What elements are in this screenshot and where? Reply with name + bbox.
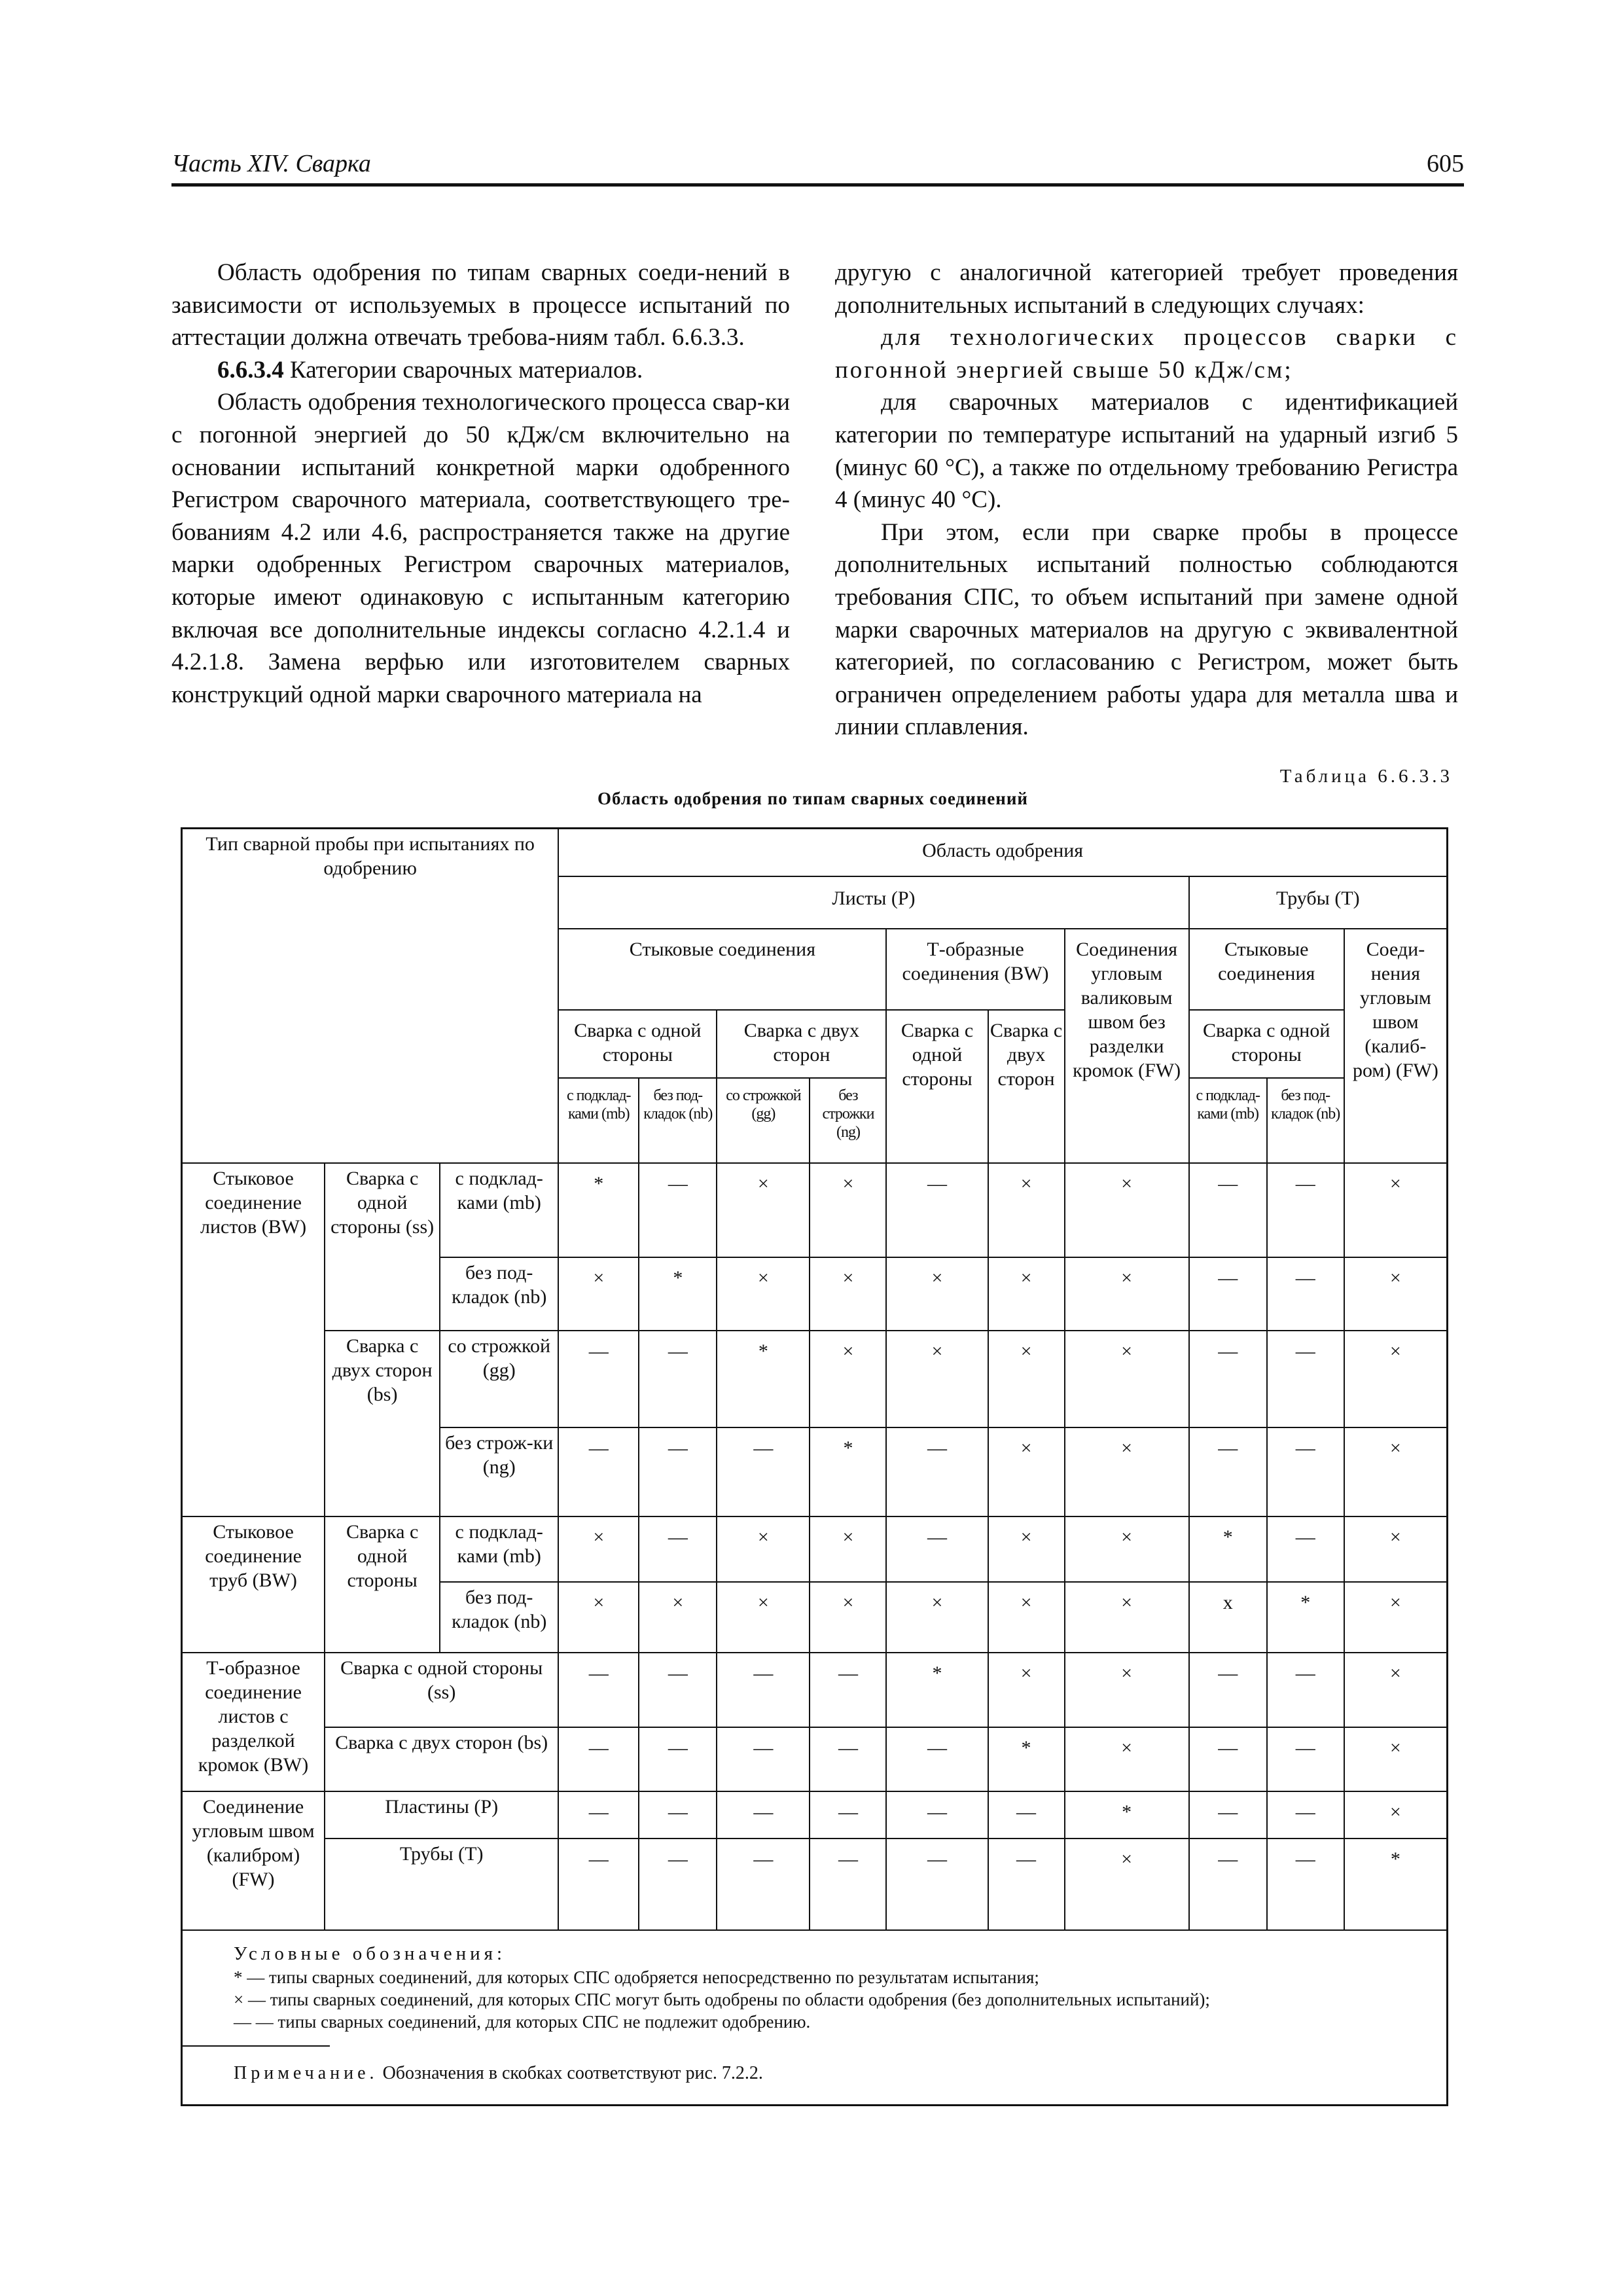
cell: — xyxy=(639,1163,717,1257)
left-text-column xyxy=(171,257,790,711)
cell: — xyxy=(810,1727,886,1791)
cell: × xyxy=(988,1653,1065,1727)
paragraph: для технологических процессов сварки с погонной энергией свыше 50 кДж/см; xyxy=(835,324,1458,384)
cell: × xyxy=(717,1163,810,1257)
cell: × xyxy=(1065,1653,1189,1727)
table-legend xyxy=(183,1935,1450,2106)
header-mb: с подклад-ками (mb) xyxy=(558,1078,639,1163)
header-fillet-plates: Соединения угловым валиковым швом без разделки кромок (FW) xyxy=(1065,929,1189,1163)
group-label: Т-образное соединение листов с разделкой кромок (BW) xyxy=(183,1653,325,1791)
cell: × xyxy=(1065,1163,1189,1257)
row-label: с подклад-ками (mb) xyxy=(440,1516,558,1582)
cell: x xyxy=(1189,1582,1267,1653)
note-text: Обозначения в скобках соответствуют рис. 7.2.2. xyxy=(382,2063,763,2083)
group-label: Соединение угловым швом (калибром) (FW) xyxy=(183,1791,325,1930)
cell: × xyxy=(639,1582,717,1653)
section-title: Часть XIV. Сварка xyxy=(171,150,371,177)
header-pipe-mb: с подклад-ками (mb) xyxy=(1189,1078,1267,1163)
cell: × xyxy=(1344,1331,1446,1427)
header-gg: со строжкой (gg) xyxy=(717,1078,810,1163)
cell: × xyxy=(1344,1516,1446,1582)
cell: * xyxy=(810,1427,886,1516)
legend-divider xyxy=(183,2045,330,2047)
cell: × xyxy=(717,1257,810,1331)
table-row xyxy=(183,1653,1446,1727)
cell: — xyxy=(1189,1427,1267,1516)
cell: — xyxy=(810,1839,886,1930)
row-label: со строжкой (gg) xyxy=(440,1331,558,1427)
cell: — xyxy=(810,1653,886,1727)
table-row xyxy=(183,1163,1446,1257)
cell: — xyxy=(1267,1653,1344,1727)
header-t-one-side: Сварка с одной стороны xyxy=(886,1010,988,1163)
cell: — xyxy=(717,1727,810,1791)
cell: * xyxy=(886,1653,988,1727)
cell: — xyxy=(1267,1727,1344,1791)
clause-title: Категории сварочных материалов. xyxy=(290,356,643,384)
table-number: Таблица 6.6.3.3 xyxy=(1279,766,1453,787)
approval-scope-table xyxy=(181,827,1448,2106)
table-row xyxy=(183,1727,1446,1791)
header-two-sides: Сварка с двух сторон xyxy=(717,1010,886,1078)
cell: × xyxy=(1344,1582,1446,1653)
table-row xyxy=(183,1516,1446,1582)
row-label: Сварка с одной стороны (ss) xyxy=(325,1653,558,1727)
header-plates: Листы (P) xyxy=(558,876,1188,929)
header-pipes: Трубы (T) xyxy=(1189,876,1446,929)
cell: × xyxy=(558,1582,639,1653)
cell: × xyxy=(810,1516,886,1582)
group-label: Стыковое соединение труб (BW) xyxy=(183,1516,325,1653)
cell: * xyxy=(639,1257,717,1331)
cell: × xyxy=(1344,1257,1446,1331)
cell: × xyxy=(1344,1791,1446,1839)
cell: — xyxy=(639,1791,717,1839)
cell: — xyxy=(886,1163,988,1257)
subgroup-label: Сварка с одной стороны xyxy=(325,1516,440,1653)
group-label: Стыковое соединение листов (BW) xyxy=(183,1163,325,1516)
row-label: Пластины (P) xyxy=(325,1791,558,1839)
header-t-joints: Т-образные соединения (BW) xyxy=(886,929,1064,1010)
cell: — xyxy=(886,1839,988,1930)
legend-title: Условные обозначения: xyxy=(234,1943,507,1964)
cell: × xyxy=(886,1331,988,1427)
row-label: без под-кладок (nb) xyxy=(440,1257,558,1331)
cell: — xyxy=(886,1516,988,1582)
cell: × xyxy=(988,1257,1065,1331)
table-title: Область одобрения по типам сварных соединений xyxy=(597,789,1028,808)
cell: × xyxy=(717,1516,810,1582)
row-label: без строж-ки (ng) xyxy=(440,1427,558,1516)
cell: — xyxy=(886,1791,988,1839)
cell: × xyxy=(1065,1727,1189,1791)
paragraph: другую с аналогичной категорией требует проведения дополнительных испытаний в следующих случаях: xyxy=(835,259,1458,319)
cell: — xyxy=(1189,1839,1267,1930)
cell: × xyxy=(1065,1582,1189,1653)
header-test-type: Тип сварной пробы при испытаниях по одобрению xyxy=(183,829,558,1163)
header-butt-joints: Стыковые соединения xyxy=(558,929,886,1010)
cell: — xyxy=(1267,1427,1344,1516)
header-pipe-fillet: Соеди-нения угловым швом (калиб-ром) (FW) xyxy=(1344,929,1446,1163)
cell: × xyxy=(1065,1331,1189,1427)
cell: * xyxy=(717,1331,810,1427)
cell: — xyxy=(639,1331,717,1427)
cell: × xyxy=(810,1331,886,1427)
cell: — xyxy=(988,1839,1065,1930)
cell: * xyxy=(988,1727,1065,1791)
cell: × xyxy=(1344,1163,1446,1257)
cell: × xyxy=(988,1331,1065,1427)
cell: × xyxy=(810,1582,886,1653)
cell: × xyxy=(810,1163,886,1257)
cell: * xyxy=(558,1163,639,1257)
clause-number: 6.6.3.4 xyxy=(217,356,284,384)
cell: — xyxy=(886,1727,988,1791)
cell: — xyxy=(1189,1727,1267,1791)
cell: — xyxy=(639,1427,717,1516)
cell: — xyxy=(717,1791,810,1839)
cell: — xyxy=(886,1427,988,1516)
header-t-two-sides: Сварка с двух сторон xyxy=(988,1010,1065,1163)
cell: × xyxy=(717,1582,810,1653)
cell: — xyxy=(988,1791,1065,1839)
cell: — xyxy=(558,1727,639,1791)
paragraph-heading xyxy=(171,354,790,387)
cell: — xyxy=(1189,1163,1267,1257)
cell: — xyxy=(558,1427,639,1516)
row-label: Трубы (T) xyxy=(325,1839,558,1930)
page-number: 605 xyxy=(1427,150,1464,177)
paragraph: При этом, если при сварке пробы в процессе дополнительных испытаний полностью соблюдаются требования СПС, то объем испытаний при замене одной марки сварочных материалов на другую с эквивалентной категорией, по согласованию с Регистром, может быть ограничен определением работы удара для металла шва и линии сплавления. xyxy=(835,518,1458,741)
cell: — xyxy=(558,1839,639,1930)
cell: × xyxy=(886,1257,988,1331)
cell: — xyxy=(717,1653,810,1727)
cell: × xyxy=(558,1516,639,1582)
header-nb: без под-кладок (nb) xyxy=(639,1078,717,1163)
right-text-column xyxy=(835,257,1458,744)
cell: — xyxy=(1267,1839,1344,1930)
table-note xyxy=(234,2063,763,2084)
header-pipe-nb: без под-кладок (nb) xyxy=(1267,1078,1344,1163)
row-label: без под-кладок (nb) xyxy=(440,1582,558,1653)
cell: × xyxy=(1344,1727,1446,1791)
subgroup-label: Сварка с двух сторон (bs) xyxy=(325,1331,440,1516)
cell: × xyxy=(1344,1653,1446,1727)
header-ng: без строжки (ng) xyxy=(810,1078,886,1163)
legend-item: × — типы сварных соединений, для которых СПС могут быть одобрены по области одобрения (без дополнительных испытаний); xyxy=(234,1990,1210,2009)
paragraph: для сварочных материалов с идентификацией категории по температуре испытаний на ударный изгиб 5 (минус 60 °С), а также по отдельному требованию Регистра 4 (минус 40 °С). xyxy=(835,389,1458,514)
cell: — xyxy=(1189,1257,1267,1331)
cell: — xyxy=(558,1653,639,1727)
cell: — xyxy=(639,1516,717,1582)
cell: × xyxy=(988,1582,1065,1653)
cell: × xyxy=(1344,1427,1446,1516)
header-one-side: Сварка с одной стороны xyxy=(558,1010,717,1078)
row-label: Сварка с двух сторон (bs) xyxy=(325,1727,558,1791)
cell: × xyxy=(886,1582,988,1653)
cell: × xyxy=(1065,1257,1189,1331)
table-row xyxy=(183,1331,1446,1427)
header-pipe-one-side: Сварка с одной стороны xyxy=(1189,1010,1344,1078)
cell: — xyxy=(717,1427,810,1516)
subgroup-label: Сварка с одной стороны (ss) xyxy=(325,1163,440,1331)
cell: — xyxy=(639,1653,717,1727)
cell: × xyxy=(988,1427,1065,1516)
cell: — xyxy=(558,1791,639,1839)
cell: * xyxy=(1189,1516,1267,1582)
cell: × xyxy=(810,1257,886,1331)
cell: × xyxy=(1065,1839,1189,1930)
cell: — xyxy=(558,1331,639,1427)
cell: * xyxy=(1065,1791,1189,1839)
paragraph: Область одобрения технологического процесса свар-ки с погонной энергией до 50 кДж/см включительно на основании испытаний конкретной марки одобренного Регистром сварочного материала, соответствующего тре-бованиям 4.2 или 4.6, распространяется также на другие марки одобренных Регистром сварочных материалов, которые имеют одинаковую с испытанным категорию включая все дополнительные индексы согласно 4.2.1.4 и 4.2.1.8. Замена верфью или изготовителем сварных конструкций одной марки сварочного материала на xyxy=(171,389,790,708)
cell: × xyxy=(988,1163,1065,1257)
legend-item: * — типы сварных соединений, для которых СПС одобряется непосредственно по результатам испытания; xyxy=(234,1967,1039,1987)
cell: × xyxy=(558,1257,639,1331)
cell: — xyxy=(717,1839,810,1930)
cell: — xyxy=(810,1791,886,1839)
cell: — xyxy=(1189,1653,1267,1727)
cell: — xyxy=(1267,1163,1344,1257)
table-row xyxy=(183,1791,1446,1839)
header-pipe-butt: Стыковые соединения xyxy=(1189,929,1344,1010)
paragraph: Область одобрения по типам сварных соеди-нений в зависимости от используемых в процессе испытаний по аттестации должна отвечать требова-ниям табл. 6.6.3.3. xyxy=(171,259,790,351)
row-label: с подклад-ками (mb) xyxy=(440,1163,558,1257)
cell: * xyxy=(1267,1582,1344,1653)
cell: × xyxy=(988,1516,1065,1582)
cell: — xyxy=(1189,1791,1267,1839)
legend-item: — — типы сварных соединений, для которых СПС не подлежит одобрению. xyxy=(234,2012,811,2032)
cell: — xyxy=(639,1839,717,1930)
cell: × xyxy=(1065,1427,1189,1516)
cell: × xyxy=(1065,1516,1189,1582)
cell: — xyxy=(639,1727,717,1791)
cell: — xyxy=(1189,1331,1267,1427)
cell: — xyxy=(1267,1331,1344,1427)
note-label: Примечание. xyxy=(234,2063,378,2083)
cell: — xyxy=(1267,1257,1344,1331)
cell: — xyxy=(1267,1516,1344,1582)
cell: — xyxy=(1267,1791,1344,1839)
cell: * xyxy=(1344,1839,1446,1930)
running-header xyxy=(171,143,1464,187)
table-row xyxy=(183,1839,1446,1930)
header-scope: Область одобрения xyxy=(558,829,1446,876)
